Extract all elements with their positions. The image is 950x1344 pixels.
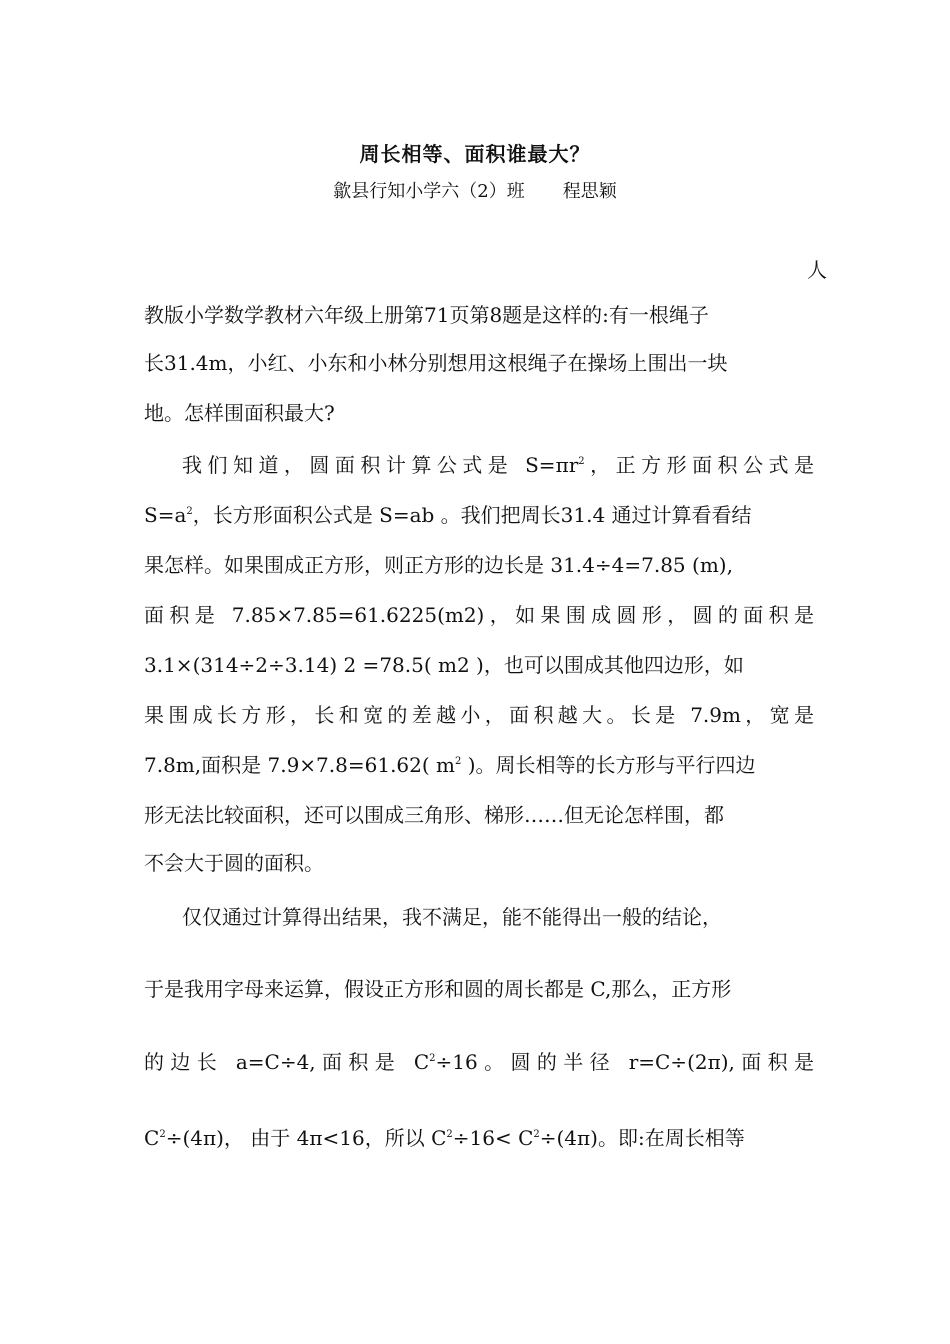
text-line: 7.8m,面积是 7.9×7.8=61.62( $m^2$ )。周长相等的长方形与平行四边 [144, 753, 756, 777]
text-line: 于是我用字母来运算，假设正方形和圆的周长都是 C,那么，正方形 [144, 977, 732, 1001]
text-line: 教版小学数学教材六年级上册第71页第8题是这样的:有一根绳子 [144, 303, 709, 327]
author-name: 程思颖 [562, 181, 617, 202]
text-line: 仅仅通过计算得出结果，我不满足，能不能得出一般的结论， [182, 905, 722, 929]
text-line: 形无法比较面积，还可以围成三角形、梯形……但无论怎样围，都 [144, 803, 724, 827]
text-line: 的边长 a=C÷4,面积是 $C^2\div 16$。圆的半径 r=C÷(2π),面积是 [144, 1050, 815, 1074]
text-line: $S=a^2$，长方形面积公式是 S=ab 。我们把周长31.4 通过计算看看结 [144, 503, 752, 527]
text-line: 我们知道，圆面积计算公式是 $S=\pi r^2$，正方形面积公式是 [182, 453, 814, 477]
stray-character: 人 [807, 258, 827, 282]
byline [0, 177, 950, 203]
text-line: 长31.4m，小红、小东和小林分别想用这根绳子在操场上围出一块 [144, 351, 728, 375]
text-line: 果围成长方形，长和宽的差越小，面积越大。长是 7.9m，宽是 [144, 703, 814, 727]
text-line: $C^2\div(4\pi)$， 由于 4π<16，所以 $C^2\div 16< C^2\div(4\pi)$。即:在周长相等 [144, 1126, 745, 1150]
text-line: 面积是 7.85×7.85=61.6225(m2)，如果围成圆形，圆的面积是 [144, 603, 814, 627]
text-line: 地。怎样围面积最大? [144, 401, 335, 425]
document-title: 周长相等、面积谁最大？ [359, 142, 591, 166]
text-line: 果怎样。如果围成正方形，则正方形的边长是 31.4÷4=7.85 (m), [144, 553, 733, 577]
school-class: 歙县行知小学六（2）班 [333, 181, 525, 202]
text-line: 不会大于圆的面积。 [144, 851, 324, 875]
text-line: 3.1×(314÷2÷3.14) 2 =78.5( m2 )，也可以围成其他四边形，如 [144, 653, 744, 677]
